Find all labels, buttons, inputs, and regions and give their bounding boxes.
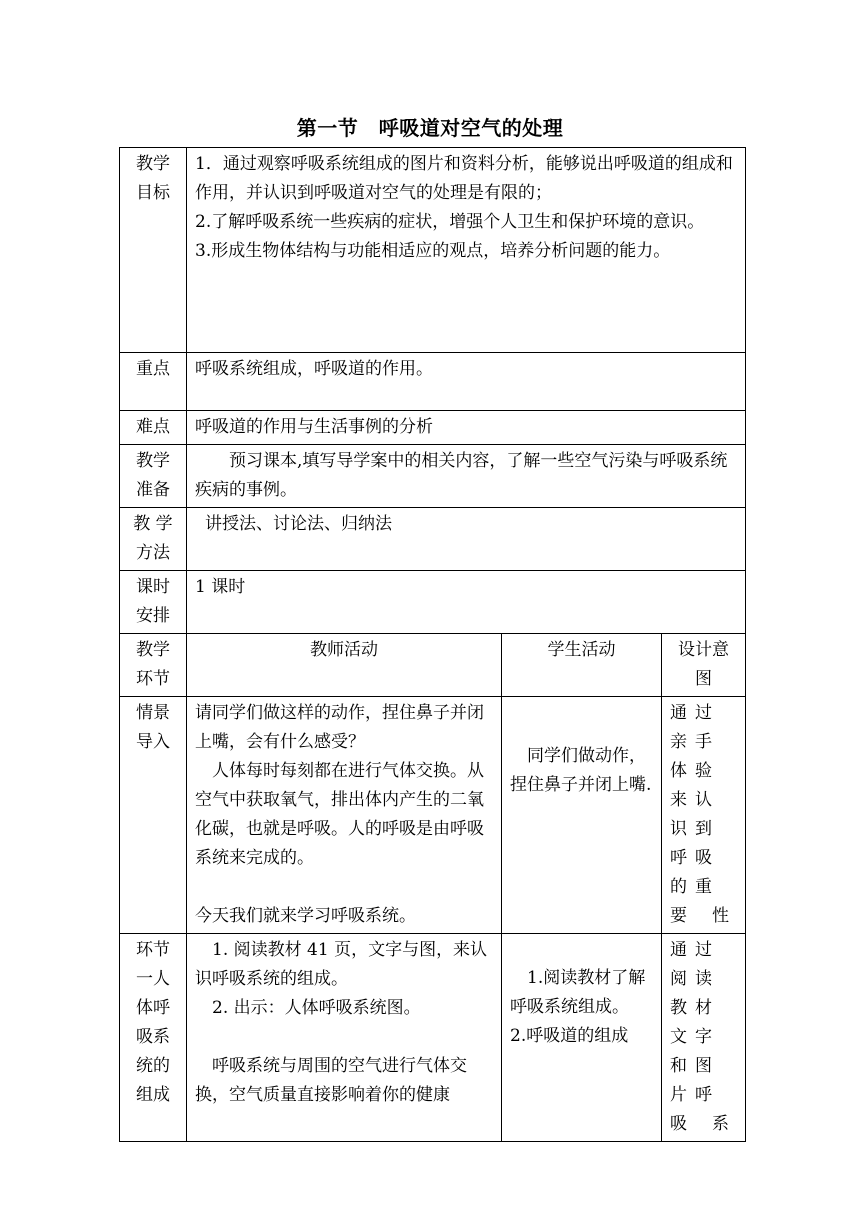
objectives-content xyxy=(187,148,746,353)
key-points-content: 呼吸系统组成，呼吸道的作用。 xyxy=(187,353,746,411)
stage-cell: 环节一人体呼吸系统的组成 xyxy=(120,934,187,1142)
teacher-activity-cell xyxy=(187,697,502,934)
key-points-label: 重点 xyxy=(120,353,187,411)
objective-item: 2.了解呼吸系统一些疾病的症状，增强个人卫生和保护环境的意识。 xyxy=(195,212,705,232)
preparation-label: 教学准备 xyxy=(120,445,187,508)
teacher-activity-cell xyxy=(187,934,502,1142)
methods-row xyxy=(120,508,746,571)
student-activity-text: 同学们做动作，捏住鼻子并闭上嘴. xyxy=(510,746,652,795)
difficulties-label: 难点 xyxy=(120,411,187,445)
lesson-plan-table xyxy=(119,147,746,1142)
teacher-activity-paragraph: 2. 出示：人体呼吸系统图。 xyxy=(212,998,421,1018)
column-header-student: 学生活动 xyxy=(502,634,662,697)
table-row xyxy=(120,934,746,1142)
teacher-activity-paragraph: 今天我们就来学习呼吸系统。 xyxy=(195,906,416,926)
column-header-intent: 设计意图 xyxy=(662,634,746,697)
teacher-activity-paragraph: 呼吸系统与周围的空气进行气体交换，空气质量直接影响着你的健康 xyxy=(195,1056,467,1105)
design-intent-text: 通过阅读教材文字和图片呼吸系 xyxy=(670,940,738,1134)
design-intent-text: 通过亲手体验来认识到呼吸的重要性 xyxy=(670,703,738,926)
methods-label: 教 学方法 xyxy=(120,508,187,571)
teacher-activity-paragraph: 请同学们做这样的动作，捏住鼻子并闭上嘴，会有什么感受？ xyxy=(195,703,484,752)
teacher-activity-paragraph: 人体每时每刻都在进行气体交换。从空气中获取氧气，排出体内产生的二氧化碳，也就是呼吸。人的呼吸是由呼吸系统来完成的。 xyxy=(195,761,484,868)
design-intent-cell xyxy=(662,934,746,1142)
teacher-activity-paragraph: 1. 阅读教材 41 页，文字与图，来认识呼吸系统的组成。 xyxy=(195,940,488,989)
column-header-row xyxy=(120,634,746,697)
student-activity-cell xyxy=(502,934,662,1142)
design-intent-cell xyxy=(662,697,746,934)
student-activity-item: 1.阅读教材了解呼吸系统组成。 xyxy=(510,968,646,1017)
student-activity-item: 2.呼吸道的组成 xyxy=(510,1026,629,1046)
hours-row xyxy=(120,571,746,634)
preparation-row xyxy=(120,445,746,508)
hours-label: 课时安排 xyxy=(120,571,187,634)
column-header-teacher: 教师活动 xyxy=(187,634,502,697)
hours-content: 1 课时 xyxy=(187,571,746,634)
key-points-row xyxy=(120,353,746,411)
column-header-stage: 教学环节 xyxy=(120,634,187,697)
methods-content: 讲授法、讨论法、归纳法 xyxy=(187,508,746,571)
objective-item: 1．通过观察呼吸系统组成的图片和资料分析，能够说出呼吸道的组成和作用，并认识到呼吸道对空气的处理是有限的； xyxy=(195,154,733,203)
student-activity-cell xyxy=(502,697,662,934)
preparation-content: 预习课本,填写导学案中的相关内容，了解一些空气污染与呼吸系统疾病的事例。 xyxy=(187,445,746,508)
stage-cell: 情景导入 xyxy=(120,697,187,934)
difficulties-row xyxy=(120,411,746,445)
difficulties-content: 呼吸道的作用与生活事例的分析 xyxy=(187,411,746,445)
objective-item: 3.形成生物体结构与功能相适应的观点，培养分析问题的能力。 xyxy=(195,241,671,261)
objectives-row xyxy=(120,148,746,353)
table-row xyxy=(120,697,746,934)
page-title: 第一节 呼吸道对空气的处理 xyxy=(296,116,564,140)
objectives-label: 教学目标 xyxy=(120,148,187,353)
